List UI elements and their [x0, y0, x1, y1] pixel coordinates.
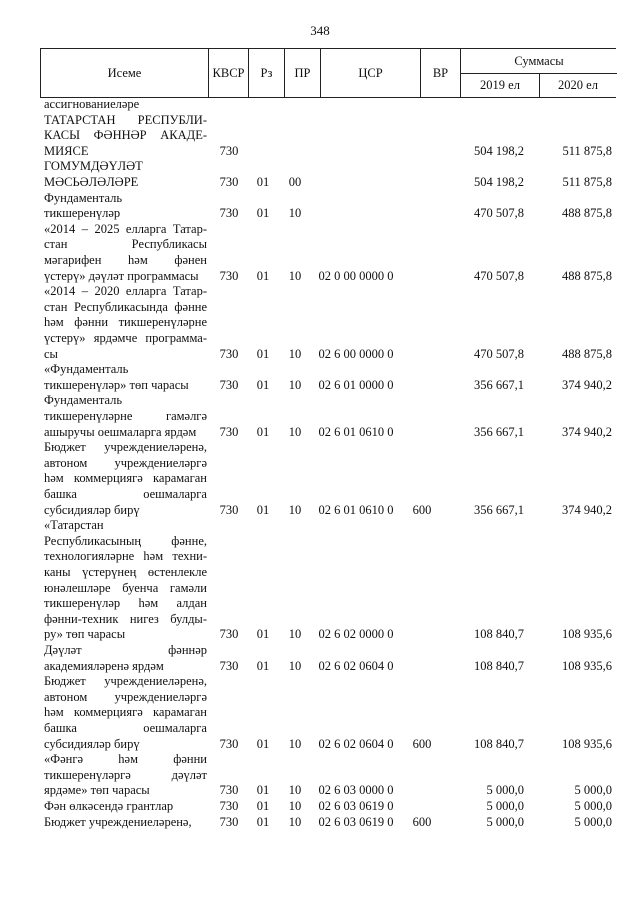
cell-rz: 01	[256, 346, 270, 361]
cell-kvsr: 730	[219, 658, 239, 673]
cell-kvsr: 730	[219, 783, 239, 798]
row-name-line: стан Республикасында фәнне	[44, 299, 207, 314]
row-name-line: башка оешмаларга	[44, 720, 207, 735]
cell-rz: 01	[256, 814, 270, 829]
cell-pr: 10	[288, 658, 302, 673]
row-name-line: МИЯСЕ	[44, 143, 89, 158]
cell-kvsr: 730	[219, 143, 239, 158]
row-name-line: үстерү» дәүләт программасы	[44, 268, 199, 283]
cell-pr: 10	[288, 736, 302, 751]
cell-kvsr: 730	[219, 268, 239, 283]
row-name-line: юнәлешләре буенча гамәли	[44, 580, 207, 595]
cell-2020: 5 000,0	[574, 799, 612, 813]
cell-csr: 02 6 00 0000 0	[318, 346, 394, 361]
header-kvsr: КВСР	[209, 49, 249, 97]
row-name-line: Фундаменталь	[44, 190, 123, 205]
header-sums-group	[461, 49, 617, 97]
row-name-line: ассигнованиеләре	[44, 97, 140, 111]
row-name-line: ГОМУМДӘҮЛӘТ	[44, 159, 143, 174]
row-name	[44, 752, 207, 799]
table-row	[0, 440, 640, 518]
cell-pr: 10	[288, 814, 302, 829]
row-name-line: һәм коммерциягә карамаган	[44, 705, 207, 720]
header-rz: Рз	[249, 49, 285, 97]
row-name-line: үстерү» ярдәмче программа-	[44, 330, 207, 345]
row-name-line: Бюджет учреждениеләренә,	[44, 814, 192, 829]
cell-csr: 02 6 03 0000 0	[318, 783, 394, 798]
row-name	[44, 159, 207, 190]
cell-csr: 02 6 01 0610 0	[318, 424, 394, 439]
cell-2019: 470 507,8	[474, 206, 524, 221]
cell-pr: 10	[288, 346, 302, 361]
cell-csr: 02 6 03 0619 0	[318, 814, 394, 829]
cell-2020: 488 875,8	[562, 206, 612, 221]
cell-rz: 01	[256, 627, 270, 642]
cell-pr: 10	[288, 424, 302, 439]
row-name-line: ру» төп чарасы	[44, 627, 126, 642]
cell-2019: 108 840,7	[474, 736, 524, 751]
row-name	[44, 799, 207, 815]
row-name	[44, 97, 207, 113]
header-sums: Суммасы	[461, 49, 617, 74]
page-number: 348	[310, 23, 330, 38]
cell-2020: 374 940,2	[562, 502, 612, 517]
row-name	[44, 284, 207, 362]
row-name-line: МӘСЬӘЛӘЛӘРЕ	[44, 174, 139, 189]
cell-kvsr: 730	[219, 814, 239, 829]
cell-vr: 600	[412, 736, 432, 751]
cell-pr: 10	[288, 627, 302, 642]
cell-2020: 374 940,2	[562, 377, 612, 392]
header-year-2020: 2020 ел	[558, 77, 598, 92]
row-name-line: Бюджет учреждениеләренә,	[44, 674, 207, 689]
cell-2019: 5 000,0	[486, 799, 524, 813]
cell-rz: 01	[256, 206, 270, 221]
row-name	[44, 113, 207, 160]
row-name-line: каны үстерүнең өстенлекле	[44, 564, 207, 579]
cell-vr: 600	[412, 502, 432, 517]
row-name-line: технологияләрне һәм техни-	[44, 549, 207, 564]
table-row	[0, 643, 640, 674]
row-name-line: ярдәме» төп чарасы	[44, 783, 150, 798]
row-name-line: тикшеренүләрне гамәлгә	[44, 408, 207, 423]
table-header	[40, 48, 616, 98]
cell-2019: 5 000,0	[486, 783, 524, 798]
cell-pr: 10	[288, 502, 302, 517]
cell-2020: 108 935,6	[562, 658, 612, 673]
cell-csr: 02 0 00 0000 0	[318, 268, 394, 283]
table-row	[0, 113, 640, 160]
cell-2019: 108 840,7	[474, 627, 524, 642]
cell-kvsr: 730	[219, 627, 239, 642]
table-row	[0, 393, 640, 440]
table-row	[0, 97, 640, 113]
row-name-line: тикшеренүләр	[44, 206, 121, 221]
cell-pr: 10	[288, 377, 302, 392]
cell-2019: 470 507,8	[474, 268, 524, 283]
cell-kvsr: 730	[219, 502, 239, 517]
cell-rz: 01	[256, 502, 270, 517]
row-name-line: һәм фәнни тикшеренүләрне	[44, 315, 207, 330]
cell-rz: 01	[256, 799, 270, 813]
cell-csr: 02 6 02 0604 0	[318, 658, 394, 673]
row-name	[44, 643, 207, 674]
table-row	[0, 815, 640, 831]
header-pr: ПР	[285, 49, 321, 97]
row-name-line: «Татарстан	[44, 518, 104, 533]
cell-rz: 01	[256, 424, 270, 439]
table-row	[0, 799, 640, 815]
row-name-line: «2014 – 2020 елларга Татар-	[44, 284, 207, 299]
header-vr: ВР	[421, 49, 461, 97]
row-name-line: «2014 – 2025 елларга Татар-	[44, 221, 207, 236]
row-name-line: академияләренә ярдәм	[44, 658, 164, 673]
row-name	[44, 440, 207, 518]
cell-2020: 511 875,8	[562, 174, 612, 189]
cell-kvsr: 730	[219, 346, 239, 361]
row-name-line: субсидияләр бирү	[44, 736, 140, 751]
row-name-line: КАСЫ ФӘННӘР АКАДЕ-	[44, 128, 207, 143]
row-name-line: мәгарифен һәм фәнен	[44, 252, 207, 267]
table-row	[0, 284, 640, 362]
cell-rz: 01	[256, 736, 270, 751]
row-name-line: Бюджет учреждениеләренә,	[44, 440, 207, 455]
table-row	[0, 674, 640, 752]
row-name-line: һәм коммерциягә карамаган	[44, 471, 207, 486]
row-name-line: фәнни-техник нигез булды-	[44, 611, 207, 626]
row-name	[44, 674, 207, 752]
row-name-line: Республикасының фәнне,	[44, 533, 207, 548]
cell-csr: 02 6 01 0000 0	[318, 377, 394, 392]
row-name-line: башка оешмаларга	[44, 486, 207, 501]
row-name-line: стан Республикасы	[44, 237, 207, 252]
row-name	[44, 362, 207, 393]
cell-kvsr: 730	[219, 736, 239, 751]
row-name-line: автоном учреждениеләргә	[44, 689, 207, 704]
row-name-line: автоном учреждениеләргә	[44, 455, 207, 470]
cell-pr: 10	[288, 799, 302, 813]
row-name-line: ашыручы оешмаларга ярдәм	[44, 424, 197, 439]
cell-csr: 02 6 02 0000 0	[318, 627, 394, 642]
cell-kvsr: 730	[219, 799, 239, 813]
row-name-line: Дәүләт фәннәр	[44, 643, 207, 657]
row-name-line: «Фундаменталь	[44, 362, 129, 377]
header-csr: ЦСР	[321, 49, 421, 97]
cell-kvsr: 730	[219, 206, 239, 221]
cell-pr: 10	[288, 206, 302, 221]
cell-csr: 02 6 02 0604 0	[318, 736, 394, 751]
cell-rz: 01	[256, 268, 270, 283]
row-name-line: сы	[44, 346, 58, 361]
table-row	[0, 222, 640, 284]
cell-2019: 470 507,8	[474, 346, 524, 361]
cell-rz: 01	[256, 377, 270, 392]
row-name-line: тикшеренүләргә дәүләт	[44, 767, 207, 782]
cell-2019: 5 000,0	[486, 814, 524, 829]
cell-pr: 10	[288, 268, 302, 283]
row-name	[44, 518, 207, 643]
row-name-line: Фән өлкәсендә грантлар	[44, 799, 174, 813]
cell-rz: 01	[256, 658, 270, 673]
row-name-line: Фундаменталь	[44, 393, 123, 408]
cell-kvsr: 730	[219, 174, 239, 189]
cell-2019: 356 667,1	[474, 502, 524, 517]
cell-rz: 01	[256, 783, 270, 798]
row-name	[44, 191, 207, 222]
cell-2020: 108 935,6	[562, 627, 612, 642]
row-name-line: ТАТАРСТАН РЕСПУБЛИ-	[44, 112, 207, 127]
cell-2019: 356 667,1	[474, 377, 524, 392]
cell-csr: 02 6 03 0619 0	[318, 799, 394, 813]
cell-2020: 5 000,0	[574, 814, 612, 829]
cell-kvsr: 730	[219, 377, 239, 392]
table-row	[0, 362, 640, 393]
table-row	[0, 191, 640, 222]
cell-2019: 504 198,2	[474, 174, 524, 189]
cell-2020: 488 875,8	[562, 268, 612, 283]
row-name-line: субсидияләр бирү	[44, 502, 140, 517]
cell-pr: 10	[288, 783, 302, 798]
row-name-line: тикшеренүләр һәм алдан	[44, 596, 207, 611]
cell-rz: 01	[256, 174, 270, 189]
table-row	[0, 752, 640, 799]
cell-pr: 00	[288, 174, 302, 189]
cell-2019: 504 198,2	[474, 143, 524, 158]
cell-2020: 374 940,2	[562, 424, 612, 439]
header-year-2019: 2019 ел	[461, 73, 540, 97]
cell-2020: 5 000,0	[574, 783, 612, 798]
cell-2020: 108 935,6	[562, 736, 612, 751]
header-name: Исеме	[41, 49, 209, 97]
table-row	[0, 159, 640, 190]
cell-2020: 511 875,8	[562, 143, 612, 158]
row-name-line: тикшеренүләр» төп чарасы	[44, 377, 189, 392]
cell-kvsr: 730	[219, 424, 239, 439]
row-name	[44, 393, 207, 440]
cell-2019: 108 840,7	[474, 658, 524, 673]
row-name	[44, 222, 207, 284]
row-name	[44, 815, 207, 831]
table-row	[0, 518, 640, 643]
cell-csr: 02 6 01 0610 0	[318, 502, 394, 517]
row-name-line: «Фәнгә һәм фәнни	[44, 752, 207, 767]
cell-2020: 488 875,8	[562, 346, 612, 361]
cell-vr: 600	[412, 814, 432, 829]
cell-2019: 356 667,1	[474, 424, 524, 439]
